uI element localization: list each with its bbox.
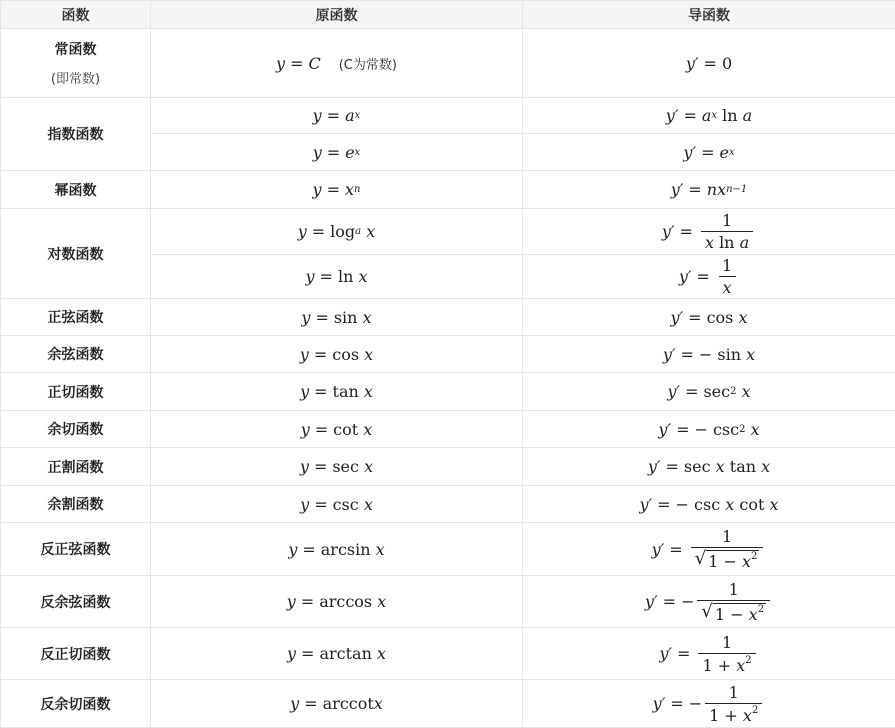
sym: +	[718, 656, 731, 675]
sym: x	[725, 495, 734, 514]
sym: a	[355, 226, 361, 237]
sym: −	[694, 420, 707, 439]
sym: y′	[679, 267, 692, 286]
denominator	[705, 703, 762, 725]
sym: =	[301, 592, 314, 611]
sym: C	[308, 54, 320, 73]
radical-sign: √	[695, 550, 706, 568]
sym: x	[705, 233, 714, 252]
table-row	[1, 628, 895, 680]
derivative-cell	[523, 134, 895, 171]
sym: x	[736, 656, 745, 675]
sym: x	[717, 180, 726, 199]
sym: y	[300, 457, 309, 476]
sym: =	[314, 345, 327, 364]
derivative-cell	[523, 299, 895, 336]
sym: y′	[670, 308, 683, 327]
label-sec: 正割函数	[1, 448, 151, 486]
numerator: 1	[718, 256, 736, 276]
sym: sec	[703, 382, 730, 401]
label-text: 常函数	[55, 42, 97, 58]
sym: =	[663, 592, 676, 611]
fraction	[697, 580, 770, 624]
fraction	[691, 527, 764, 571]
table-row	[1, 523, 895, 576]
sym: x	[746, 345, 755, 364]
sym: 1	[709, 706, 719, 725]
denominator	[698, 653, 755, 675]
formula	[313, 143, 361, 162]
denominator	[701, 231, 753, 252]
label-power: 幂函数	[1, 171, 151, 209]
sym: =	[314, 495, 327, 514]
sym: tan	[333, 382, 359, 401]
numerator: 1	[725, 580, 743, 600]
original-cell	[151, 209, 523, 255]
sym: y	[313, 143, 322, 162]
sym: y′	[653, 694, 666, 713]
sym: 1	[702, 656, 712, 675]
sym: x	[711, 110, 717, 121]
sym: =	[657, 495, 670, 514]
denominator	[691, 547, 764, 571]
header-function: 函数	[1, 1, 151, 29]
sym: y′	[639, 495, 652, 514]
sym: −	[676, 495, 689, 514]
sym: −	[723, 552, 736, 571]
label-arcsin: 反正弦函数	[1, 523, 151, 576]
formula	[667, 382, 750, 401]
header-original: 原函数	[151, 1, 523, 29]
sym: =	[315, 308, 328, 327]
sym: x	[742, 552, 751, 571]
sym: −	[699, 345, 712, 364]
sym: y	[298, 222, 307, 241]
derivative-cell	[523, 411, 895, 448]
original-cell	[151, 171, 523, 209]
formula	[300, 495, 373, 514]
sqrt	[701, 603, 766, 624]
sym: 2	[739, 424, 745, 435]
formula	[686, 54, 732, 73]
radicand	[713, 603, 766, 624]
formula	[300, 457, 373, 476]
sym: cot	[333, 420, 358, 439]
sym: cot	[739, 495, 764, 514]
sym: =	[688, 308, 701, 327]
sym: y	[288, 540, 297, 559]
sym: arccot	[323, 694, 374, 713]
label-const	[1, 29, 151, 98]
formula	[313, 106, 361, 125]
sym: =	[320, 267, 333, 286]
formula	[300, 382, 373, 401]
fraction	[698, 633, 755, 675]
sym: −	[681, 592, 694, 611]
original-cell	[151, 255, 523, 299]
sym: x	[364, 457, 373, 476]
table-row	[1, 411, 895, 448]
sym: 1	[715, 605, 725, 624]
label-arccot: 反余切函数	[1, 680, 151, 728]
label-arctan: 反正切函数	[1, 628, 151, 680]
derivative-cell	[523, 209, 895, 255]
label-sin: 正弦函数	[1, 299, 151, 336]
sym: ln	[338, 267, 353, 286]
sym: x	[770, 495, 779, 514]
original-cell	[151, 448, 523, 486]
formula	[639, 495, 778, 514]
sym: y	[313, 180, 322, 199]
sym: arcsin	[321, 540, 371, 559]
table-row	[1, 299, 895, 336]
sym: x	[376, 540, 385, 559]
sym: y	[276, 54, 285, 73]
derivative-cell	[523, 29, 895, 98]
formula	[671, 180, 748, 199]
sym: =	[314, 457, 327, 476]
sym: x	[363, 308, 372, 327]
numerator: 1	[718, 633, 736, 653]
sym: x	[729, 147, 735, 158]
derivative-cell	[523, 576, 895, 628]
formula	[288, 540, 384, 559]
sym: =	[680, 222, 693, 241]
sym: y	[300, 382, 309, 401]
sym: x	[374, 694, 383, 713]
radicand	[706, 550, 759, 571]
formula	[648, 457, 770, 476]
formula	[663, 345, 755, 364]
formula	[300, 345, 373, 364]
sym: y′	[683, 143, 696, 162]
sym: y	[313, 106, 322, 125]
sym: 1	[708, 552, 718, 571]
derivative-cell	[523, 523, 895, 576]
sym: x	[355, 110, 361, 121]
sym: n−1	[726, 184, 747, 195]
derivative-cell	[523, 448, 895, 486]
derivative-cell	[523, 98, 895, 134]
sym: 2	[730, 386, 736, 397]
numerator: 1	[718, 211, 736, 231]
sym: csc	[333, 495, 359, 514]
formula-note: (C为常数)	[339, 54, 397, 73]
derivative-cell	[523, 336, 895, 373]
sym: =	[685, 382, 698, 401]
denominator	[697, 600, 770, 624]
formula	[658, 420, 759, 439]
label-log: 对数函数	[1, 209, 151, 299]
sym: x	[364, 495, 373, 514]
sym: y	[306, 267, 315, 286]
formula	[679, 256, 739, 297]
original-cell	[151, 411, 523, 448]
sym: x	[377, 644, 386, 663]
sym: n	[707, 180, 717, 199]
original-cell	[151, 486, 523, 523]
label-tan: 正切函数	[1, 373, 151, 411]
formula	[301, 308, 371, 327]
fraction	[718, 256, 736, 297]
sym: =	[704, 54, 717, 73]
sym: sec	[332, 457, 359, 476]
sym: x	[742, 382, 751, 401]
sym: x	[364, 382, 373, 401]
sym: arctan	[319, 644, 371, 663]
sym: =	[312, 222, 325, 241]
sym: y′	[662, 222, 675, 241]
sym: arccos	[319, 592, 372, 611]
table-row	[1, 171, 895, 209]
sym: =	[314, 382, 327, 401]
sym: y′	[645, 592, 658, 611]
sym: y	[301, 308, 310, 327]
sym: y′	[652, 540, 665, 559]
formula	[301, 420, 373, 439]
sym: a	[740, 233, 750, 252]
formula	[670, 308, 747, 327]
sym: =	[301, 644, 314, 663]
derivative-cell	[523, 628, 895, 680]
sym: ln	[719, 233, 734, 252]
sym: =	[304, 694, 317, 713]
sym: x	[738, 308, 747, 327]
original-cell	[151, 523, 523, 576]
sym: y	[287, 644, 296, 663]
formula	[276, 54, 397, 73]
sym: y′	[686, 54, 699, 73]
formula	[666, 106, 752, 125]
label-csc: 余割函数	[1, 486, 151, 523]
sym: x	[363, 420, 372, 439]
table-row	[1, 29, 895, 98]
table-row	[1, 98, 895, 134]
sym: a	[345, 106, 355, 125]
table-row	[1, 209, 895, 255]
sym: x	[345, 180, 354, 199]
table-row	[1, 486, 895, 523]
sym: x	[364, 345, 373, 364]
sym: x	[377, 592, 386, 611]
label-cot: 余切函数	[1, 411, 151, 448]
sym: 2	[752, 705, 758, 716]
original-cell	[151, 29, 523, 98]
formula	[683, 143, 734, 162]
formula	[306, 267, 368, 286]
sym: y	[290, 694, 299, 713]
sym: =	[666, 457, 679, 476]
sym: =	[315, 420, 328, 439]
label-arccos: 反余弦函数	[1, 576, 151, 628]
sym: n	[354, 184, 360, 195]
sym: =	[327, 106, 340, 125]
sym: 0	[722, 54, 732, 73]
derivative-cell	[523, 255, 895, 299]
original-cell	[151, 134, 523, 171]
sym: =	[670, 694, 683, 713]
formula	[645, 580, 773, 624]
radical-sign: √	[701, 603, 712, 621]
formula	[662, 211, 756, 252]
numerator: 1	[718, 527, 736, 547]
sym: x	[358, 267, 367, 286]
sym: =	[683, 106, 696, 125]
sym: x	[743, 706, 752, 725]
sym: y	[301, 420, 310, 439]
sym: y	[300, 345, 309, 364]
formula	[290, 694, 383, 713]
original-cell	[151, 98, 523, 134]
formula	[313, 180, 361, 199]
table-row	[1, 680, 895, 728]
table-row	[1, 373, 895, 411]
sym: =	[676, 420, 689, 439]
sym: y′	[671, 180, 684, 199]
sym: =	[697, 267, 710, 286]
label-exp: 指数函数	[1, 98, 151, 171]
sym: x	[355, 147, 361, 158]
sym: y′	[663, 345, 676, 364]
table-row	[1, 336, 895, 373]
fraction	[705, 683, 762, 725]
sym: x	[716, 457, 725, 476]
original-cell	[151, 576, 523, 628]
sym: +	[724, 706, 737, 725]
sym: =	[701, 143, 714, 162]
sym: =	[688, 180, 701, 199]
sym: log	[330, 222, 355, 241]
sym: csc	[694, 495, 720, 514]
sym: −	[730, 605, 743, 624]
derivative-cell	[523, 373, 895, 411]
original-cell	[151, 628, 523, 680]
sym: x	[761, 457, 770, 476]
formula	[653, 683, 766, 725]
original-cell	[151, 680, 523, 728]
numerator: 1	[725, 683, 743, 703]
formula	[298, 222, 376, 241]
sym: =	[290, 54, 303, 73]
sym: cos	[707, 308, 734, 327]
sym: y	[287, 592, 296, 611]
sym: a	[702, 106, 712, 125]
original-cell	[151, 336, 523, 373]
formula	[652, 527, 767, 571]
sym: x	[723, 278, 732, 297]
sym: =	[681, 345, 694, 364]
sym: 2	[758, 604, 764, 615]
sym: =	[669, 540, 682, 559]
sym: =	[677, 644, 690, 663]
sym: y′	[658, 420, 671, 439]
denominator	[719, 276, 736, 297]
sym: y′	[667, 382, 680, 401]
sym: x	[366, 222, 375, 241]
formula	[659, 633, 758, 675]
sym: y	[300, 495, 309, 514]
sym: −	[689, 694, 702, 713]
original-cell	[151, 299, 523, 336]
sym: sin	[717, 345, 741, 364]
sym: =	[302, 540, 315, 559]
sym: y′	[648, 457, 661, 476]
sym: x	[751, 420, 760, 439]
formula	[287, 592, 387, 611]
sym: e	[719, 143, 728, 162]
derivative-cell	[523, 680, 895, 728]
fraction	[701, 211, 753, 252]
sym: sin	[334, 308, 358, 327]
table-row	[1, 576, 895, 628]
sqrt	[695, 550, 760, 571]
label-note: (即常数)	[1, 68, 150, 87]
sym: csc	[713, 420, 739, 439]
sym: a	[743, 106, 753, 125]
sym: x	[749, 605, 758, 624]
header-row	[1, 1, 895, 29]
sym: ln	[722, 106, 737, 125]
sym: y′	[666, 106, 679, 125]
label-cos: 余弦函数	[1, 336, 151, 373]
sym: 2	[745, 655, 751, 666]
sym: tan	[730, 457, 756, 476]
derivative-cell	[523, 171, 895, 209]
table-row	[1, 448, 895, 486]
derivative-cell	[523, 486, 895, 523]
sym: y′	[659, 644, 672, 663]
sym: =	[327, 143, 340, 162]
formula	[287, 644, 386, 663]
sym: cos	[332, 345, 359, 364]
sym: e	[345, 143, 354, 162]
sym: 2	[751, 551, 757, 562]
original-cell	[151, 373, 523, 411]
sym: =	[327, 180, 340, 199]
sym: sec	[684, 457, 711, 476]
header-derivative: 导函数	[523, 1, 895, 29]
